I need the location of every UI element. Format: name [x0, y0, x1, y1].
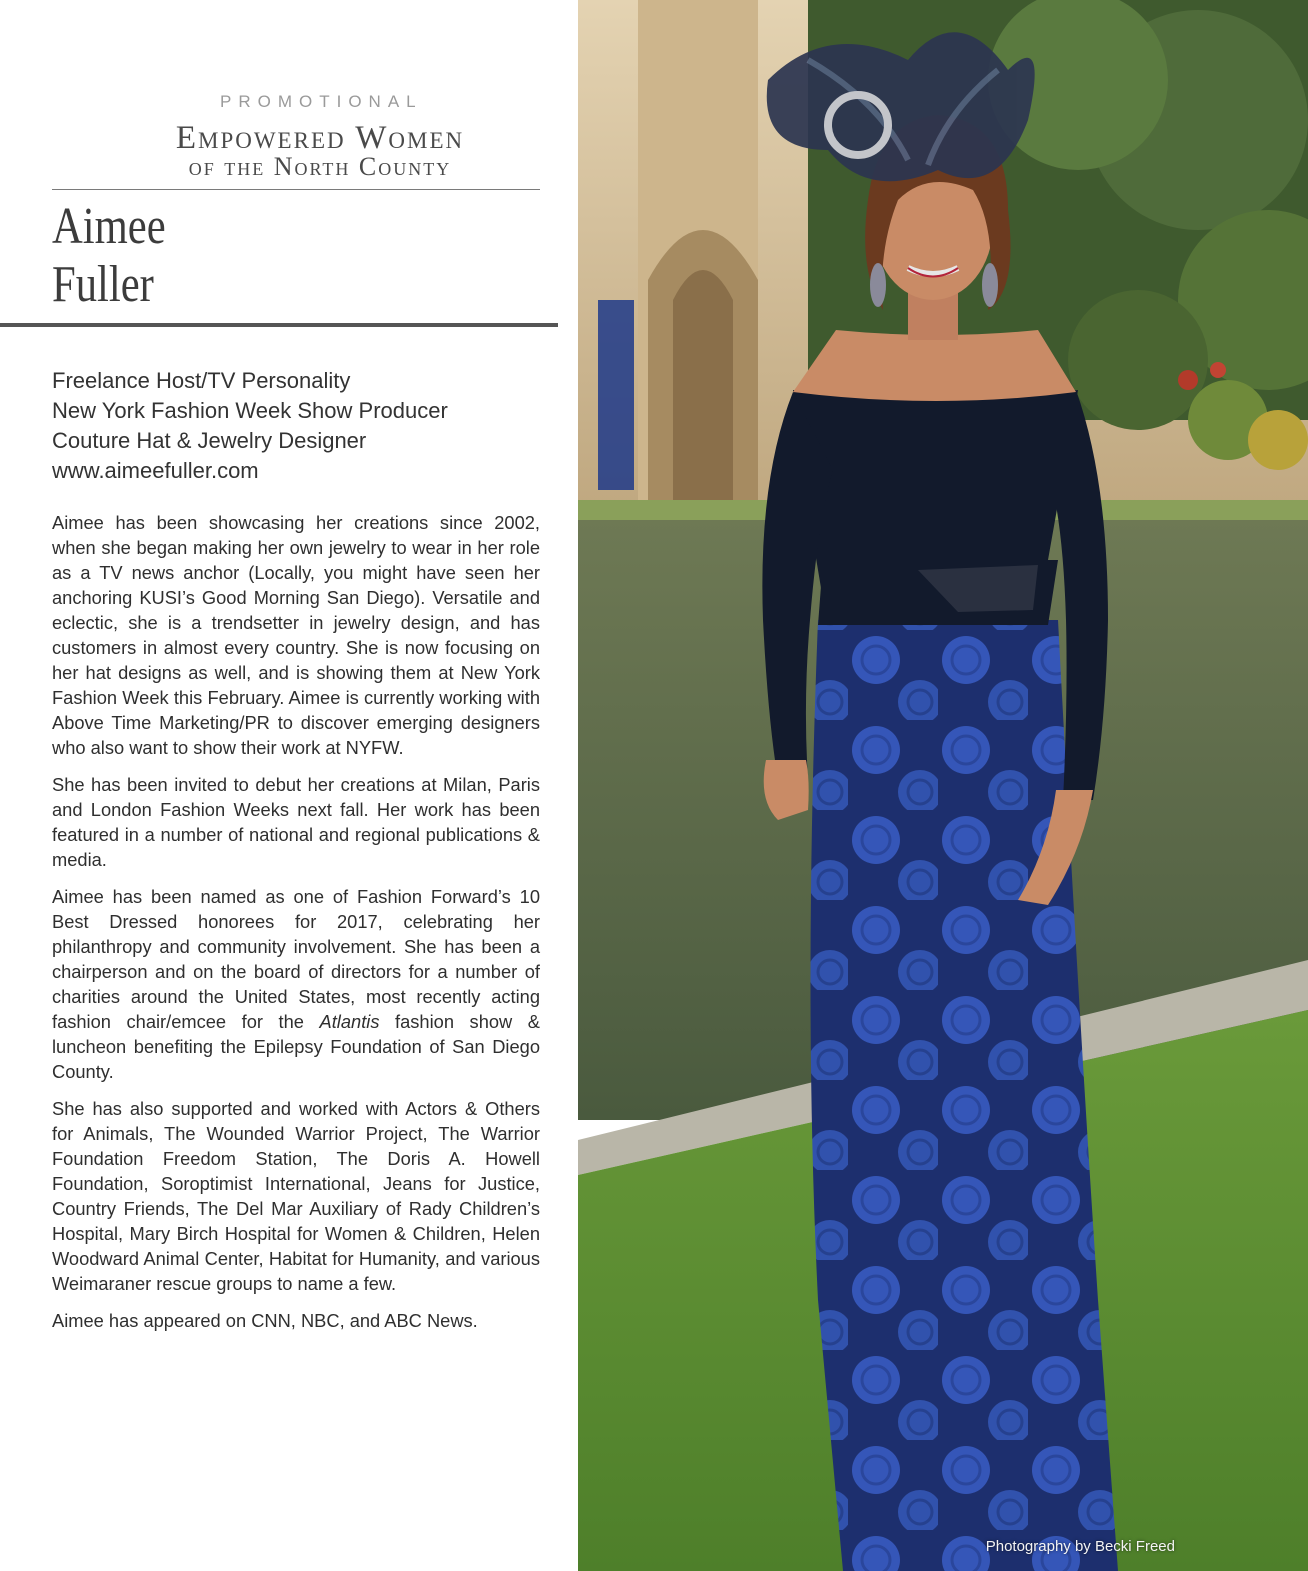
masthead-line-1: Empowered Women — [175, 120, 465, 156]
profile-name — [52, 198, 396, 314]
roles-list — [52, 366, 542, 486]
masthead — [100, 122, 540, 180]
event-name: Atlantis — [319, 1011, 380, 1032]
role-item: Freelance Host/TV Personality — [52, 368, 351, 393]
bio-paragraph: Aimee has been showcasing her creations since 2002, when she began making her own jewelry to wear in her role as a TV news anchor (Locally, you might have seen her anchoring KUSI’s Good Morning San Diego). Versatile and eclectic, she is a trendsetter in jewelry design, and has customers in almost every country. She is now focusing on her hat designs as well, and is showing them at New York Fashion Week this February. Aimee is currently working with Above Time Marketing/PR to discover emerging designers who also want to show their work at NYFW. — [52, 512, 540, 758]
masthead-divider — [52, 189, 540, 190]
bio-paragraph: She has been invited to debut her creations at Milan, Paris and London Fashion Weeks next fall. Her work has been featured in a number of national and regional publications & media. — [52, 774, 540, 870]
bio-paragraph: She has also supported and worked with Actors & Others for Animals, The Wounded Warrior Project, The Warrior Foundation Freedom Station, The Doris A. Howell Foundation, Soroptimist International, Jeans for Justice, Country Friends, The Del Mar Auxiliary of Rady Children’s Hospital, Mary Birch Hospital for Women & Children, Helen Woodward Animal Center, Habitat for Humanity, and various Weimaraner rescue groups to name a few. — [52, 1098, 540, 1294]
last-name: Fuller — [52, 256, 154, 313]
website-link[interactable]: www.aimeefuller.com — [52, 458, 259, 483]
name-divider — [0, 323, 558, 327]
bio-text: Aimee has been named as one of Fashion Forward’s 10 Best Dressed honorees for 2017, celebrating her philanthropy and community involvement. She has been a chairperson and on the board of directors for a number of charities around the United States, most recently acting fashion chair/emcee for the — [52, 886, 540, 1032]
bio-body — [52, 510, 540, 1345]
bio-paragraph — [52, 884, 540, 1084]
portrait-illustration — [578, 0, 1308, 1571]
first-name: Aimee — [52, 198, 166, 255]
role-item: Couture Hat & Jewelry Designer — [52, 428, 367, 453]
masthead-line-2: of the North County — [188, 152, 452, 181]
role-item: New York Fashion Week Show Producer — [52, 398, 448, 423]
article-column — [0, 0, 578, 1571]
portrait-photo — [578, 0, 1308, 1571]
photo-credit: Photography by Becki Freed — [985, 1538, 1175, 1555]
bio-text: fashion show & luncheon benefiting the Epilepsy Foundation of San Diego County. — [52, 1011, 540, 1082]
shoulders — [793, 330, 1076, 401]
bio-paragraph: Aimee has appeared on CNN, NBC, and ABC News. — [52, 1310, 478, 1331]
section-kicker: PROMOTIONAL — [220, 92, 423, 111]
